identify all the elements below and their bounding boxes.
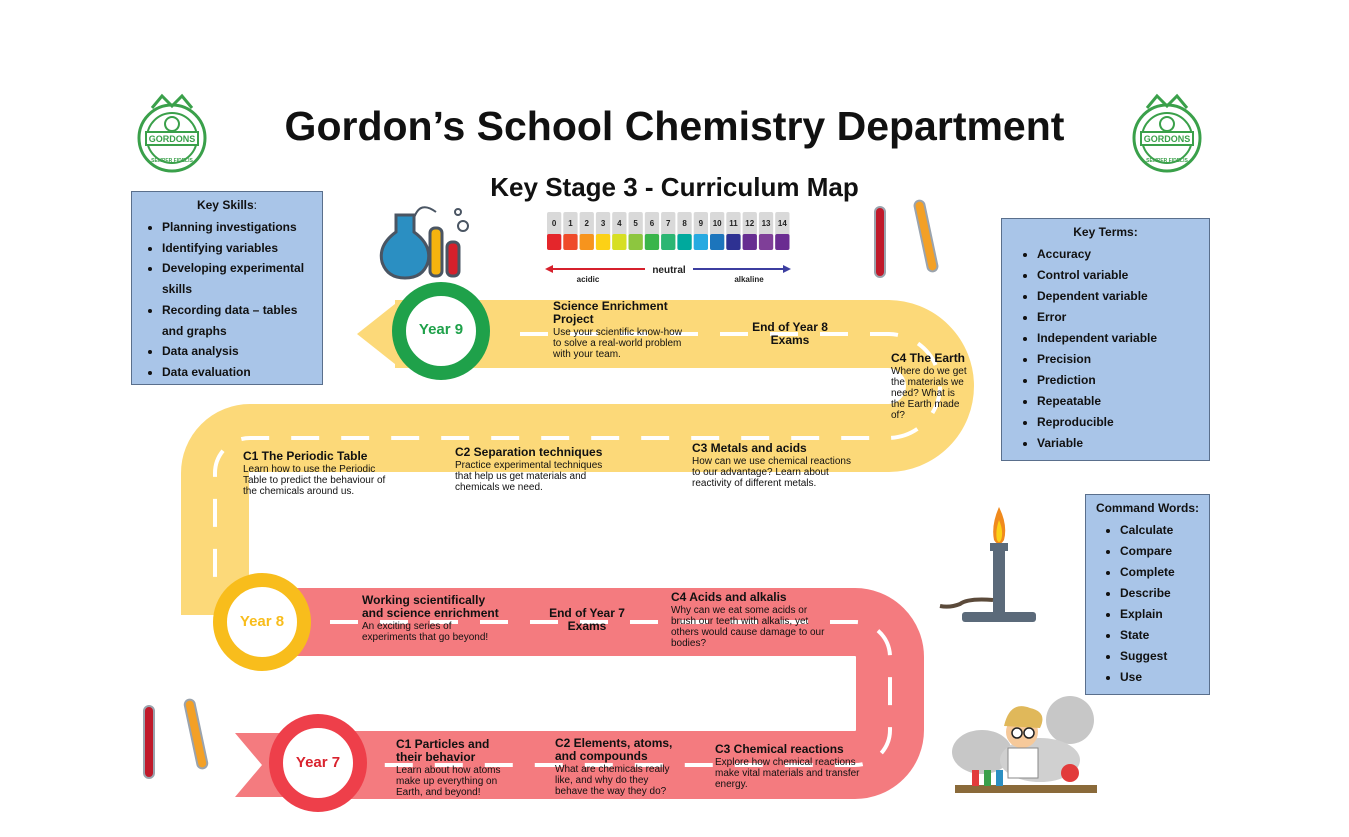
node-title: Science Enrichment Project [553,299,668,326]
node-c2-separation [455,446,610,493]
node-c3-chemical-reactions [715,743,865,790]
node-desc: Practice experimental techniques that help us get materials and chemicals we need. [455,460,603,493]
ph-colour-cell [596,234,610,250]
node-title: C1 Particles and their behavior [396,737,490,764]
svg-text:SEMPER FIDELIS: SEMPER FIDELIS [151,158,193,164]
ph-colour-cell [694,234,708,250]
ph-number-label: 8 [682,219,687,228]
key-skill-item: • Identifying variables [162,238,322,259]
node-desc: Learn how to use the Periodic Table to predict the behaviour of the chemicals around us. [243,464,386,497]
key-skills-title: Key Skills [196,198,254,212]
node-end-year8-exams [740,321,840,347]
node-title: C2 Separation techniques [455,445,603,459]
ph-neutral-label: neutral [652,265,686,276]
node-c4-acids-alkalis [671,591,831,649]
ph-colour-cell [661,234,675,250]
test-tube-icon [144,699,208,778]
ph-alkaline-label: alkaline [734,275,764,284]
key-skill-item: • Planning investigations [162,217,322,238]
ph-colour-cell [629,234,643,250]
node-title: C2 Elements, atoms, and compounds [555,736,673,763]
key-terms-box [1001,218,1210,461]
key-term-item: • Error [1037,307,1209,328]
ph-number-label: 10 [712,219,722,228]
key-skill-item: • Data evaluation [162,362,322,383]
key-term-item: • Repeatable [1037,391,1209,412]
command-word-item: • Explain [1120,604,1209,625]
key-terms-title: Key Terms: [1073,225,1138,239]
ph-number-label: 9 [698,219,704,228]
node-desc: Where do we get the materials we need? What is the Earth made of? [891,366,967,421]
ph-scale [547,212,790,250]
command-word-item: • Describe [1120,583,1209,604]
node-desc: Learn about how atoms make up everything on Earth, and beyond! [396,765,501,798]
page-subtitle: Key Stage 3 - Curriculum Map [490,172,859,202]
ph-number-label: 2 [584,219,589,228]
node-title: C4 Acids and alkalis [671,590,787,604]
ph-colour-cell [677,234,691,250]
node-desc: How can we use chemical reactions to our advantage? Learn about reactivity of different metals. [692,456,851,489]
ph-colour-cell [645,234,659,250]
node-desc: Use your scientific know-how to solve a real-world problem with your team. [553,327,682,360]
svg-text:GORDONS: GORDONS [148,134,196,144]
node-c1-periodic-table [243,450,393,497]
test-tube-icon [875,200,938,277]
command-word-item: • Suggest [1120,646,1209,667]
node-c2-elements [555,737,680,797]
node-title: C1 The Periodic Table [243,449,368,463]
command-word-item: • Calculate [1120,520,1209,541]
ph-colour-cell [726,234,740,250]
ph-number-label: 11 [729,219,738,228]
command-word-item: • Compare [1120,541,1209,562]
command-words-title: Command Words: [1095,501,1200,515]
key-skill-item: • Data analysis [162,341,322,362]
ph-colour-cell [710,234,724,250]
node-title: Working scientifically and science enrichment [362,593,499,620]
node-title: C3 Chemical reactions [715,742,844,756]
ph-number-label: 6 [649,219,655,228]
key-term-item: • Dependent variable [1037,286,1209,307]
ph-colour-cell [547,234,561,250]
node-c4-earth [891,352,969,421]
node-c1-particles [396,738,508,798]
ph-colour-cell [743,234,757,250]
ph-number-label: 1 [568,219,573,228]
ph-number-label: 3 [600,219,606,228]
key-skill-item: • Developing experimental skills [162,258,322,299]
node-desc: Why can we eat some acids or brush our teeth with alkalis, yet others would cause damage to our bodies? [671,605,825,649]
node-c3-metals [692,442,852,489]
node-science-enrichment [553,300,683,360]
ph-colour-cell [580,234,594,250]
command-word-item: • Complete [1120,562,1209,583]
node-title: C3 Metals and acids [692,441,807,455]
svg-text:SEMPER FIDELIS: SEMPER FIDELIS [1146,158,1188,164]
year8-label: Year 8 [239,613,285,630]
ph-number-label: 14 [777,219,787,228]
key-term-item: • Prediction [1037,370,1209,391]
command-word-item: • State [1120,625,1209,646]
key-term-item: • Variable [1037,433,1209,454]
ph-number-label: 0 [551,219,557,228]
bunsen-burner-icon [940,507,1036,622]
flask-icon [381,207,468,278]
page-title: Gordon’s School Chemistry Department [284,103,1065,149]
node-desc: An exciting series of experiments that go beyond! [362,621,489,643]
ph-acidic-label: acidic [576,275,600,284]
ph-colour-cell [563,234,577,250]
year7-label: Year 7 [295,754,341,771]
key-term-item: • Control variable [1037,265,1209,286]
command-word-item: • Use [1120,667,1209,688]
ph-number-label: 4 [617,219,622,228]
svg-text:GORDONS: GORDONS [1143,134,1191,144]
node-title: End of Year 8 Exams [752,320,828,347]
node-end-year7-exams [540,607,634,633]
key-term-item: • Independent variable [1037,328,1209,349]
ph-colour-cell [759,234,773,250]
node-title: End of Year 7 Exams [549,606,625,633]
key-term-item: • Accuracy [1037,244,1209,265]
ph-number-label: 12 [745,219,755,228]
command-words-box [1085,494,1210,695]
node-working-scientifically [362,594,507,643]
ph-number-label: 13 [761,219,771,228]
key-term-item: • Reproducible [1037,412,1209,433]
ph-colour-cell [612,234,626,250]
scientist-icon [952,696,1097,793]
ph-number-label: 5 [633,219,638,228]
ph-number-label: 7 [666,219,671,228]
node-title: C4 The Earth [891,351,966,365]
node-desc: What are chemicals really like, and why do they behave the way they do? [555,764,670,797]
node-desc: Explore how chemical reactions make vital materials and transfer energy. [715,757,860,790]
ph-colour-cell [775,234,789,250]
key-skill-item: • Recording data – tables and graphs [162,300,322,341]
year9-label: Year 9 [418,321,464,338]
key-skills-box: Key Skills: • Planning investigations • Identifying variables • Developing experimental skills • Recording data – tables and graphs • Data analysis • Data evaluation [131,191,323,385]
key-term-item: • Precision [1037,349,1209,370]
